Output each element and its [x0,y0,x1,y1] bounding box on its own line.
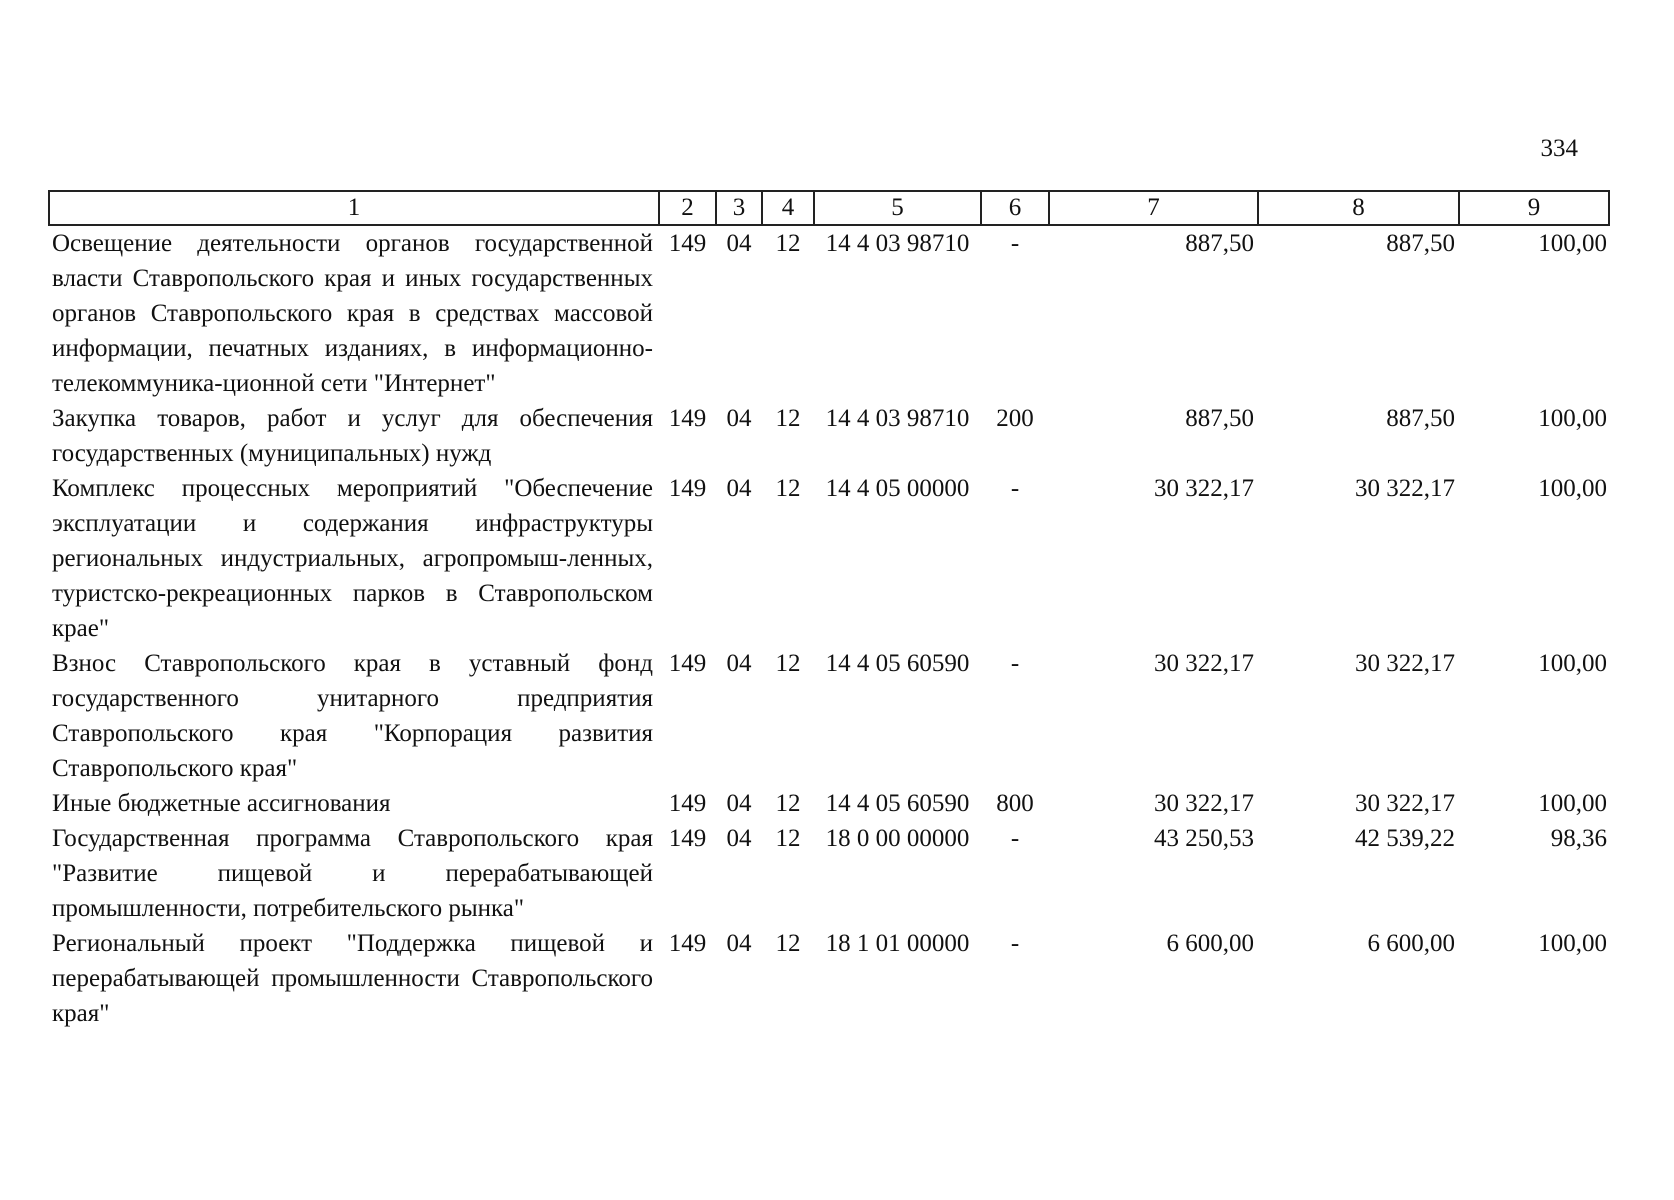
row-col-2: 149 [668,230,707,257]
row-col-6: - [1010,825,1020,852]
row-col-3: 04 [726,790,752,817]
table-row [49,646,1609,786]
row-col-8: 6 600,00 [1367,930,1455,957]
row-col-5: 14 4 05 60590 [825,650,970,677]
row-col-6: - [1010,930,1020,957]
header-col-3: 3 [716,191,762,225]
row-col-4: 12 [775,230,801,257]
row-col-5: 18 1 01 00000 [825,930,970,957]
row-col-9: 98,36 [1550,825,1607,852]
table-row [49,926,1609,1031]
row-name: Взнос Ставропольского края в уставный фонд государственного унитарного предприятия Ставропольского края "Корпорация развития Ставропольского края" [52,650,653,782]
header-col-5: 5 [814,191,981,225]
table-body [49,225,1609,1031]
row-col-2: 149 [668,405,707,432]
row-col-4: 12 [775,650,801,677]
row-col-7: 887,50 [1185,405,1254,432]
header-col-2: 2 [659,191,716,225]
row-col-4: 12 [775,930,801,957]
row-col-2: 149 [668,475,707,502]
row-name: Иные бюджетные ассигнования [52,790,391,817]
row-col-8: 30 322,17 [1355,790,1455,817]
row-col-2: 149 [668,930,707,957]
row-col-6: 800 [996,790,1034,817]
header-col-8: 8 [1258,191,1459,225]
row-col-8: 887,50 [1386,230,1455,257]
row-col-3: 04 [726,230,752,257]
row-col-9: 100,00 [1538,230,1607,257]
row-name: Освещение деятельности органов государственной власти Ставропольского края и иных государственных органов Ставропольского края в средствах массовой информации, печатных изданиях, в информационно-телекоммуника-ционной сети "Интернет" [52,230,653,397]
row-name: Закупка товаров, работ и услуг для обеспечения государственных (муниципальных) нужд [52,405,653,467]
header-col-9: 9 [1459,191,1609,225]
row-col-6: 200 [996,405,1034,432]
row-col-6: - [1010,475,1020,502]
row-col-3: 04 [726,405,752,432]
row-col-6: - [1010,230,1020,257]
row-col-7: 887,50 [1185,230,1254,257]
row-name: Региональный проект "Поддержка пищевой и перерабатывающей промышленности Ставропольского края" [52,930,653,1027]
header-col-7: 7 [1049,191,1258,225]
table-row [49,225,1609,401]
table-row [49,786,1609,821]
row-col-4: 12 [775,475,801,502]
table-row [49,401,1609,471]
table-header [49,191,1609,225]
row-col-6: - [1010,650,1020,677]
row-col-5: 14 4 03 98710 [825,405,970,432]
row-col-5: 18 0 00 00000 [825,825,970,852]
header-row [49,191,1609,225]
row-col-2: 149 [668,790,707,817]
row-col-3: 04 [726,650,752,677]
row-col-2: 149 [668,825,707,852]
page-number: 334 [1540,135,1578,162]
header-col-1: 1 [49,191,659,225]
row-col-7: 43 250,53 [1154,825,1254,852]
row-col-7: 30 322,17 [1154,790,1254,817]
row-col-5: 14 4 05 00000 [825,475,970,502]
header-col-6: 6 [981,191,1049,225]
row-col-8: 30 322,17 [1355,475,1455,502]
row-col-9: 100,00 [1538,930,1607,957]
header-col-4: 4 [762,191,814,225]
row-col-7: 30 322,17 [1154,650,1254,677]
row-col-5: 14 4 03 98710 [825,230,970,257]
row-col-8: 42 539,22 [1355,825,1455,852]
row-col-3: 04 [726,930,752,957]
row-col-4: 12 [775,825,801,852]
row-col-9: 100,00 [1538,475,1607,502]
row-col-7: 30 322,17 [1154,475,1254,502]
budget-table [48,190,1610,1031]
row-col-4: 12 [775,405,801,432]
row-col-3: 04 [726,475,752,502]
row-col-7: 6 600,00 [1166,930,1254,957]
row-name: Государственная программа Ставропольского края "Развитие пищевой и перерабатывающей промышленности, потребительского рынка" [52,825,653,922]
row-col-4: 12 [775,790,801,817]
row-col-8: 887,50 [1386,405,1455,432]
table-row [49,821,1609,926]
row-col-9: 100,00 [1538,405,1607,432]
row-col-5: 14 4 05 60590 [825,790,970,817]
row-name: Комплекс процессных мероприятий "Обеспечение эксплуатации и содержания инфраструктуры региональных индустриальных, агропромыш-ленных, туристско-рекреационных парков в Ставропольском крае" [52,475,653,642]
row-col-3: 04 [726,825,752,852]
table-row [49,471,1609,646]
row-col-2: 149 [668,650,707,677]
row-col-8: 30 322,17 [1355,650,1455,677]
row-col-9: 100,00 [1538,650,1607,677]
row-col-9: 100,00 [1538,790,1607,817]
